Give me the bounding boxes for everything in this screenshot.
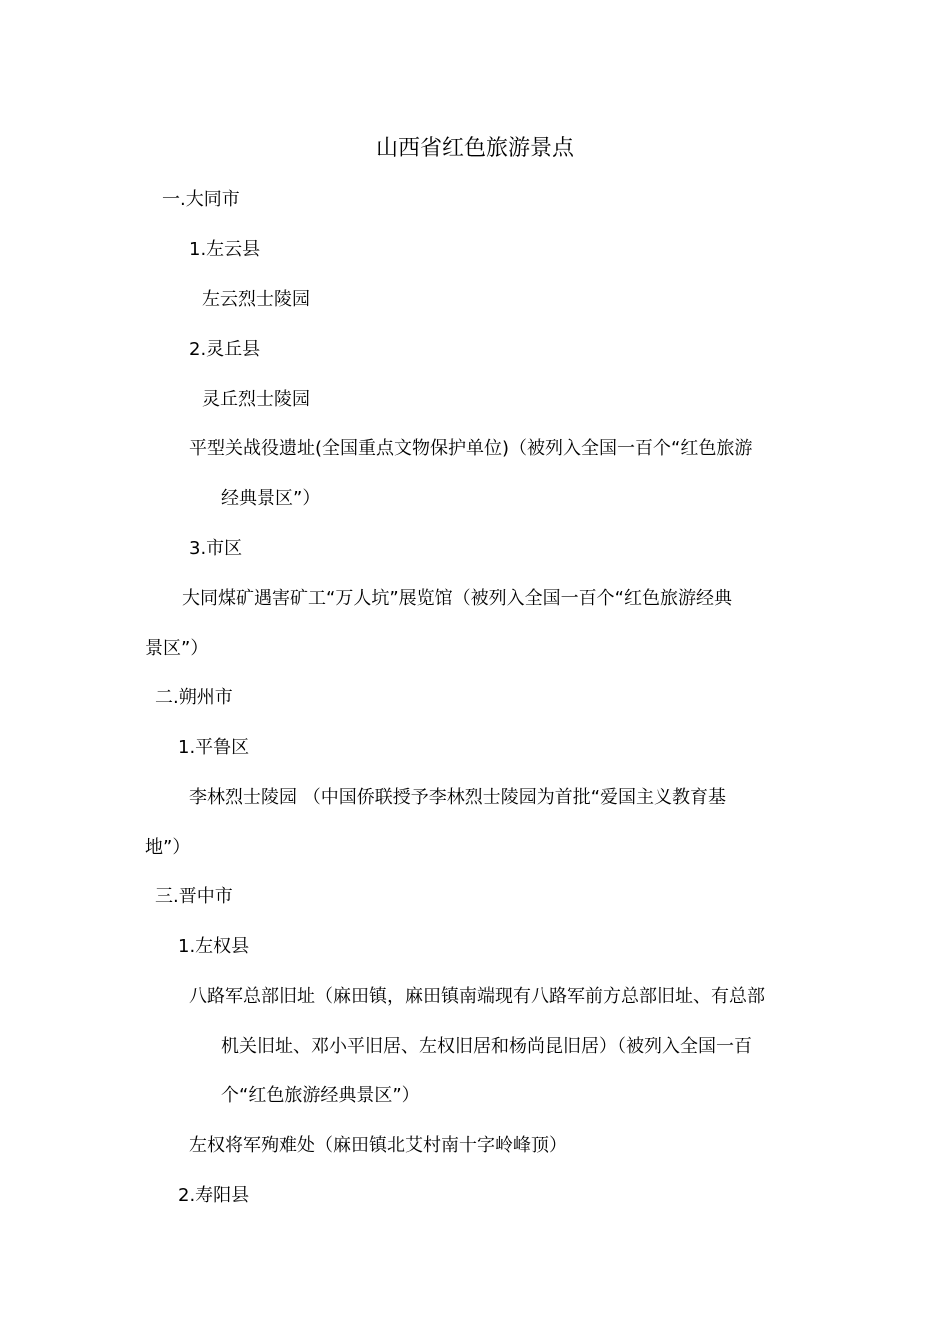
section-heading-jinzhong: 三.晋中市	[155, 886, 233, 907]
site-lingqiu-cemetery: 灵丘烈士陵园	[202, 389, 310, 410]
section-heading-datong: 一.大同市	[162, 189, 240, 210]
site-lilin-line2: 地”）	[145, 837, 191, 858]
subheading-zuoquan: 1.左权县	[178, 936, 250, 957]
site-pingxingguan-line1: 平型关战役遗址(全国重点文物保护单位)（被列入全国一百个“红色旅游	[189, 438, 753, 459]
page-title: 山西省红色旅游景点	[375, 136, 574, 161]
site-balujun-hq-line2: 机关旧址、邓小平旧居、左权旧居和杨尚昆旧居）（被列入全国一百	[221, 1036, 752, 1057]
subheading-shouyang: 2.寿阳县	[178, 1185, 250, 1206]
subheading-pinglu: 1.平鲁区	[178, 737, 250, 758]
site-pingxingguan-line2: 经典景区”）	[221, 488, 321, 509]
site-zuoyun-cemetery: 左云烈士陵园	[202, 289, 310, 310]
site-wanrenkeng-line2: 景区”）	[145, 638, 209, 659]
subheading-lingqiu: 2.灵丘县	[189, 339, 261, 360]
site-lilin-line1: 李林烈士陵园 （中国侨联授予李林烈士陵园为首批“爱国主义教育基	[189, 787, 727, 808]
site-zuoquan-martyrdom: 左权将军殉难处（麻田镇北艾村南十字岭峰顶）	[189, 1135, 567, 1156]
site-balujun-hq-line1: 八路军总部旧址（麻田镇，麻田镇南端现有八路军前方总部旧址、有总部	[189, 986, 765, 1007]
subheading-city-district: 3.市区	[189, 538, 243, 559]
site-wanrenkeng-line1: 大同煤矿遇害矿工“万人坑”展览馆（被列入全国一百个“红色旅游经典	[182, 588, 732, 609]
subheading-zuoyun: 1.左云县	[189, 239, 261, 260]
section-heading-shuozhou: 二.朔州市	[155, 687, 233, 708]
site-balujun-hq-line3: 个“红色旅游经典景区”）	[221, 1085, 420, 1106]
